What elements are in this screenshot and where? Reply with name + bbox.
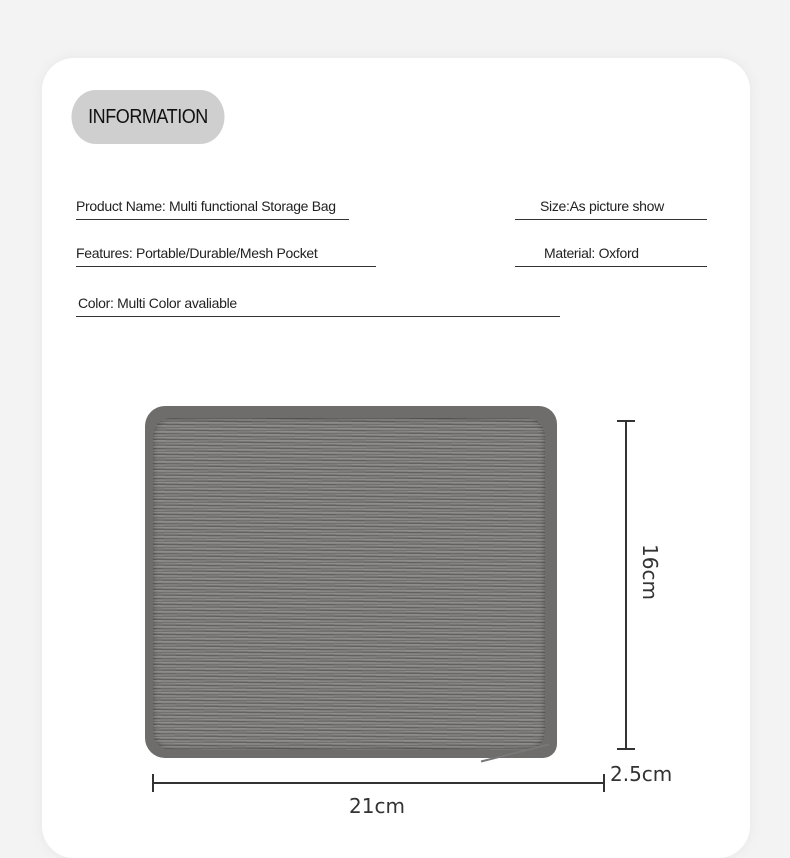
height-line-bottom-cap [617, 748, 635, 750]
height-label: 16cm [637, 544, 662, 600]
width-dimension-line [153, 782, 604, 784]
material-field: Material: Oxford [515, 245, 707, 267]
product-name-field: Product Name: Multi functional Storage Bag [76, 198, 349, 220]
size-field: Size:As picture show [515, 198, 707, 220]
information-badge: INFORMATION [72, 90, 225, 144]
features-field: Features: Portable/Durable/Mesh Pocket [76, 245, 376, 267]
width-label: 21cm [349, 794, 405, 818]
depth-label: 2.5cm [610, 762, 673, 786]
color-field: Color: Multi Color avaliable [76, 295, 560, 317]
height-dimension-line [625, 421, 627, 749]
width-line-left-cap [152, 774, 154, 792]
height-line-top-cap [617, 420, 635, 422]
bag-fabric-face [153, 418, 545, 750]
width-line-right-cap [603, 774, 605, 792]
